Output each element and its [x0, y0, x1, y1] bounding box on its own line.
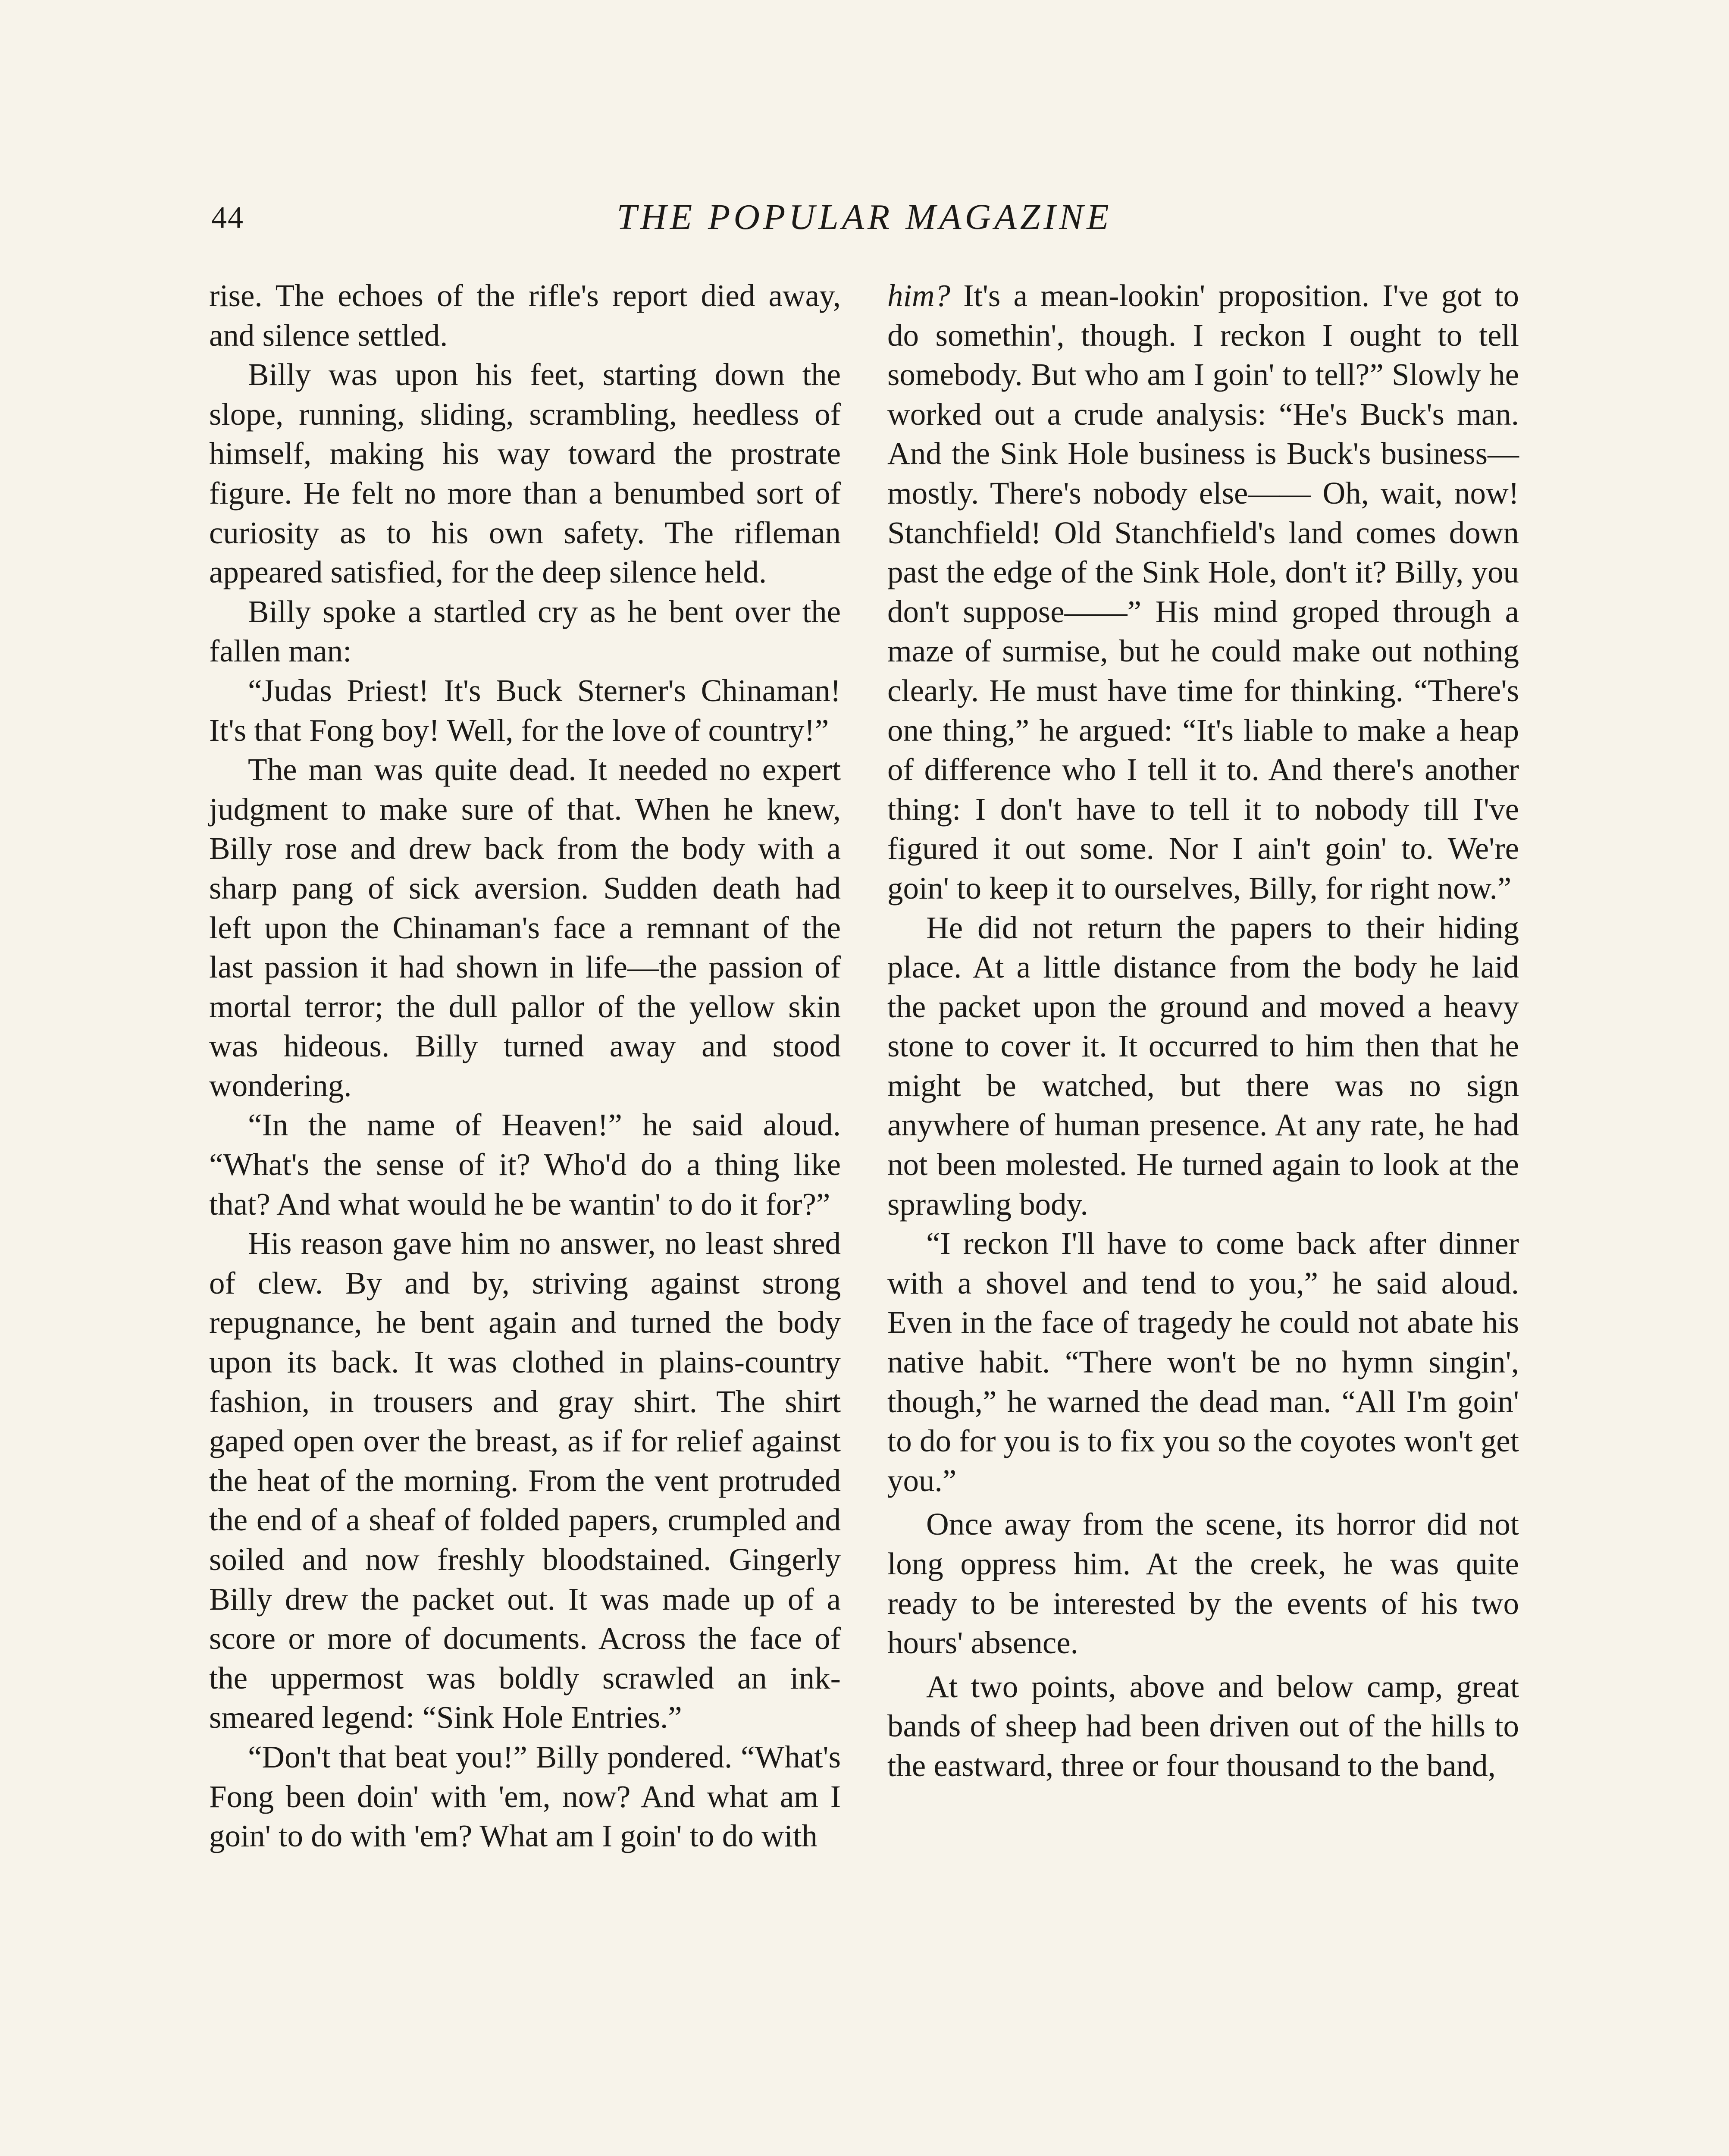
- paragraph: “Judas Priest! It's Buck Sterner's Chinaman! It's that Fong boy! Well, for the love of country!”: [209, 673, 841, 748]
- running-head: THE POPULAR MAGAZINE: [617, 197, 1112, 237]
- italic-lead: him?: [887, 278, 950, 313]
- paragraph: His reason gave him no answer, no least shred of clew. By and by, striving against strong repugnance, he bent again and turned the body upon its back. It was clothed in plains-country fashion, in trousers and gray shirt. The shirt gaped open over the breast, as if for relief against the heat of the morning. From the vent protruded the end of a sheaf of folded papers, crumpled and soiled and now freshly bloodstained. Gingerly Billy drew the packet out. It was made up of a score or more of documents. Across the face of the uppermost was boldly scrawled an ink-smeared legend: “Sink Hole Entries.”: [209, 1226, 841, 1735]
- paragraph: “I reckon I'll have to come back after dinner with a shovel and tend to you,” he said aloud. Even in the face of tragedy he could not abate his native habit. “There won't be no hymn singin', though,” he warned the dead man. “All I'm goin' to do for you is to fix you so the coyotes won't get you.”: [887, 1226, 1519, 1498]
- paragraph: rise. The echoes of the rifle's report died away, and silence settled.: [209, 278, 841, 353]
- paragraph: Billy spoke a startled cry as he bent over the fallen man:: [209, 594, 841, 669]
- paragraph: Once away from the scene, its horror did not long oppress him. At the creek, he was quite ready to be interested by the events of his two hours' absence.: [887, 1507, 1519, 1661]
- paragraph-text: It's a mean-lookin' proposition. I've got to do somethin', though. I reckon I ought to tell somebody. But who am I goin' to tell?” Slowly he worked out a crude analysis: “He's Buck's man. And the Sink Hole business is Buck's business—mostly. There's nobody else—— Oh, wait, now! Stanchfield! Old Stanchfield's land comes down past the edge of the Sink Hole, don't it? Billy, you don't suppose——” His mind groped through a maze of surmise, but he could make out nothing clearly. He must have time for thinking. “There's one thing,” he argued: “It's liable to make a heap of difference who I tell it to. And there's another thing: I don't have to tell it to nobody till I've figured it out some. Nor I ain't goin' to. We're goin' to keep it to ourselves, Billy, for right now.”: [887, 278, 1519, 906]
- paragraph: Billy was upon his feet, starting down the slope, running, sliding, scrambling, heedless of himself, making his way toward the prostrate figure. He felt no more than a benumbed sort of curiosity as to his own safety. The rifleman appeared satisfied, for the deep silence held.: [209, 357, 841, 590]
- left-column: [209, 276, 841, 1856]
- page-number: 44: [211, 200, 244, 235]
- paragraph: The man was quite dead. It needed no expert judgment to make sure of that. When he knew, Billy rose and drew back from the body with a sharp pang of sick aversion. Sudden death had left upon the Chinaman's face a remnant of the last passion it had shown in life—the passion of mortal terror; the dull pallor of the yellow skin was hideous. Billy turned away and stood wondering.: [209, 752, 841, 1103]
- paragraph: [887, 276, 1519, 908]
- paragraph: At two points, above and below camp, great bands of sheep had been driven out of the hills to the eastward, three or four thousand to the band,: [887, 1669, 1519, 1783]
- right-column: [887, 276, 1519, 1786]
- paragraph: “Don't that beat you!” Billy pondered. “What's Fong been doin' with 'em, now? And what am I goin' to do with 'em? What am I goin' to do with: [209, 1739, 841, 1854]
- paragraph: He did not return the papers to their hiding place. At a little distance from the body he laid the packet upon the ground and moved a heavy stone to cover it. It occurred to him then that he might be watched, but there was no sign anywhere of human presence. At any rate, he had not been molested. He turned again to look at the sprawling body.: [887, 910, 1519, 1222]
- paragraph: “In the name of Heaven!” he said aloud. “What's the sense of it? Who'd do a thing like that? And what would he be wantin' to do it for?”: [209, 1107, 841, 1222]
